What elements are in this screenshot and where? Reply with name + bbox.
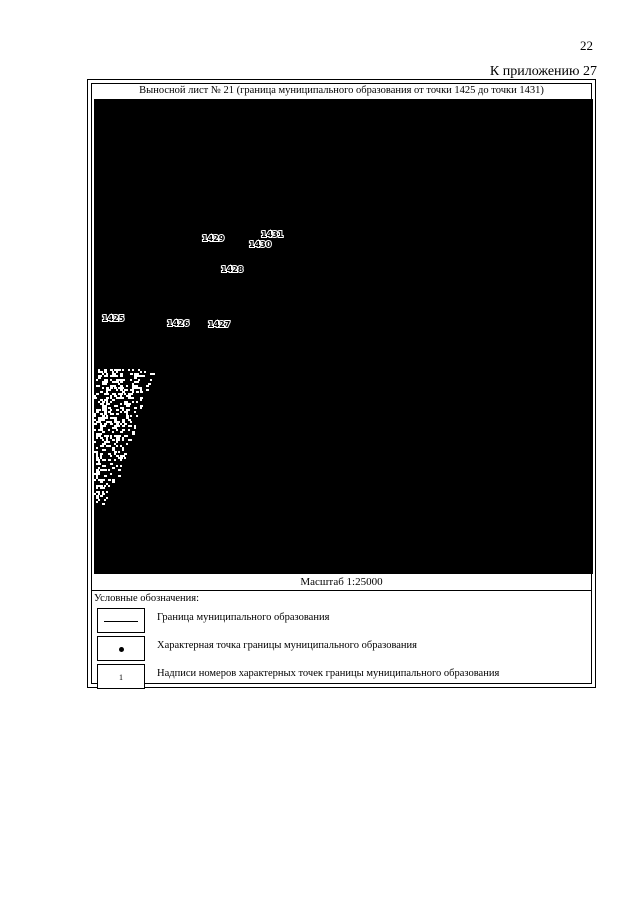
legend-label-symbol bbox=[97, 664, 145, 689]
point-label-1429: 1429 bbox=[202, 234, 225, 243]
legend-item-point bbox=[97, 636, 577, 661]
map-sheet-inner-frame bbox=[91, 83, 592, 684]
legend-label-text: Надписи номеров характерных точек границы муниципального образования bbox=[157, 668, 500, 679]
boundary-line-icon bbox=[104, 621, 138, 622]
point-label-1431: 1431 bbox=[261, 230, 284, 239]
point-dot-icon bbox=[119, 647, 124, 652]
point-label-1428: 1428 bbox=[221, 265, 244, 274]
legend bbox=[92, 590, 591, 683]
point-label-icon: 1 bbox=[119, 673, 123, 682]
legend-boundary-symbol bbox=[97, 608, 145, 633]
legend-boundary-text: Граница муниципального образования bbox=[157, 612, 330, 623]
legend-point-text: Характерная точка границы муниципального образования bbox=[157, 640, 417, 651]
legend-item-boundary bbox=[97, 608, 577, 633]
legend-title: Условные обозначения: bbox=[94, 593, 200, 604]
point-label-1426: 1426 bbox=[167, 319, 190, 328]
map-sheet bbox=[87, 79, 596, 688]
point-label-1430: 1430 bbox=[249, 240, 272, 249]
point-label-1427: 1427 bbox=[208, 320, 231, 329]
scale-label: Масштаб 1:25000 bbox=[300, 576, 383, 588]
point-label-1425: 1425 bbox=[102, 314, 125, 323]
terrain-fragment bbox=[94, 369, 155, 505]
point-labels-layer bbox=[102, 230, 284, 329]
legend-point-symbol bbox=[97, 636, 145, 661]
appendix-reference: К приложению 27 bbox=[489, 64, 597, 79]
page-number: 22 bbox=[580, 38, 593, 53]
legend-item-label bbox=[97, 664, 577, 689]
map-title: Выносной лист № 21 (граница муниципального образования от точки 1425 до точки 1431) bbox=[139, 85, 544, 96]
map-canvas[interactable] bbox=[94, 99, 593, 574]
